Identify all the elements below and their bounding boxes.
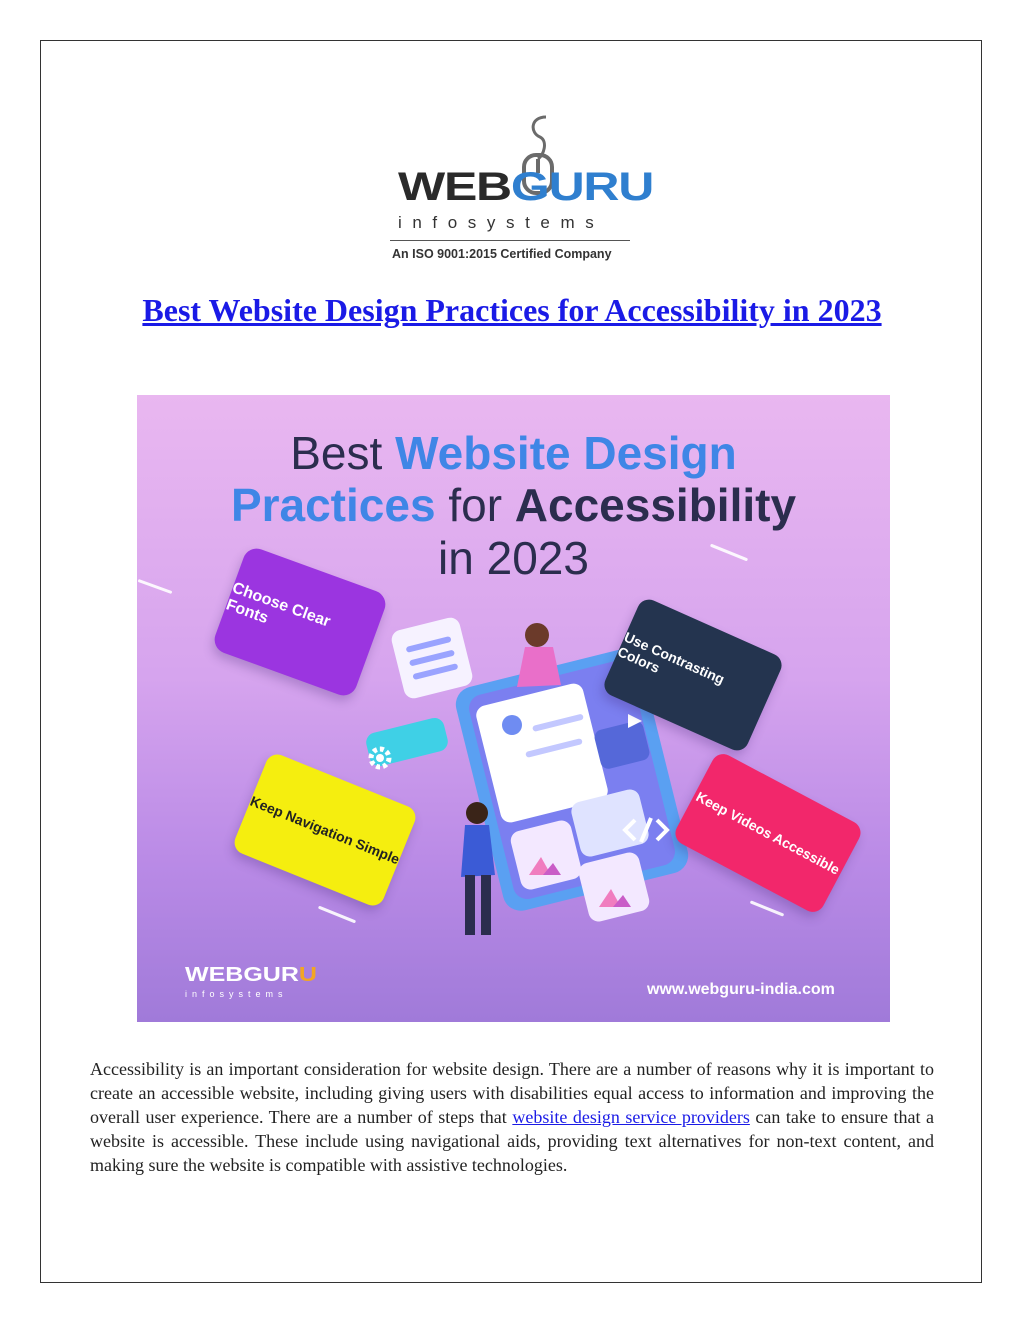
- gear-icon: [365, 743, 395, 773]
- banner-line1-blue: Website Design: [395, 427, 737, 479]
- banner-headline-line1: [137, 427, 890, 479]
- paragraph-text-after-link: can take to ensure that a website is accessible. These include using navigational aids, providing text alternatives for non-text content, and making sure the website is compatible with assistive technologies.: [90, 1107, 934, 1175]
- page-title[interactable]: Best Website Design Practices for Accessibility in 2023: [142, 292, 882, 328]
- decor-dash: [138, 579, 173, 594]
- decor-dash: [318, 906, 356, 924]
- banner-logo-word-u2: U: [298, 964, 317, 986]
- company-logo: [390, 115, 654, 265]
- decor-dash: [750, 900, 785, 916]
- play-icon: [622, 711, 646, 731]
- banner-logo: [185, 959, 325, 1003]
- logo-word-u2: U: [618, 165, 654, 209]
- logo-word-u1: U: [548, 165, 584, 209]
- code-icon: [621, 815, 671, 845]
- logo-word-r: R: [583, 165, 619, 209]
- banner-line2-darkbold: Accessibility: [514, 479, 797, 531]
- tip-pill-navigation: Keep Navigation Simple: [231, 751, 419, 909]
- banner-headline-line2: [137, 479, 890, 531]
- banner-line2-dark: for: [448, 479, 515, 531]
- banner-line2-blue: Practices: [230, 479, 449, 531]
- image-icon: [527, 847, 563, 877]
- tip-pill-contrasting-colors: Use Contrasting Colors: [601, 596, 786, 754]
- banner-line1-dark: Best: [290, 427, 396, 479]
- banner-logo-word-r: R: [280, 964, 299, 986]
- logo-word-web: WEB: [398, 165, 511, 209]
- banner-headline-line3: in 2023: [438, 532, 589, 584]
- logo-word-g: G: [510, 165, 549, 209]
- banner-url: www.webguru-india.com: [647, 981, 835, 998]
- banner-logo-subtitle: infosystems: [185, 989, 288, 999]
- tip-pill-clear-fonts: Choose Clear Fonts: [211, 545, 390, 700]
- banner-logo-word-u: U: [262, 964, 281, 986]
- website-design-service-link[interactable]: website design service providers: [512, 1107, 750, 1127]
- logo-subtitle: infosystems: [398, 213, 605, 232]
- hero-banner: [137, 395, 890, 1022]
- image-icon: [597, 879, 633, 909]
- logo-divider: [390, 240, 630, 241]
- intro-paragraph: [90, 1057, 934, 1177]
- logo-wordmark: [398, 167, 653, 207]
- logo-certification: An ISO 9001:2015 Certified Company: [392, 247, 612, 261]
- banner-logo-wordmark: [185, 965, 317, 985]
- banner-logo-word-white: WEBG: [185, 964, 263, 986]
- paragraph-text-before-link: Accessibility is an important consideration for website design. There are a number of reasons why it is important to create an accessible website, including giving users with disabilities equal access to information and improving the overall user experience. There are a number of steps that: [90, 1059, 934, 1127]
- tip-pill-videos: Keep Videos Accessible: [671, 750, 865, 916]
